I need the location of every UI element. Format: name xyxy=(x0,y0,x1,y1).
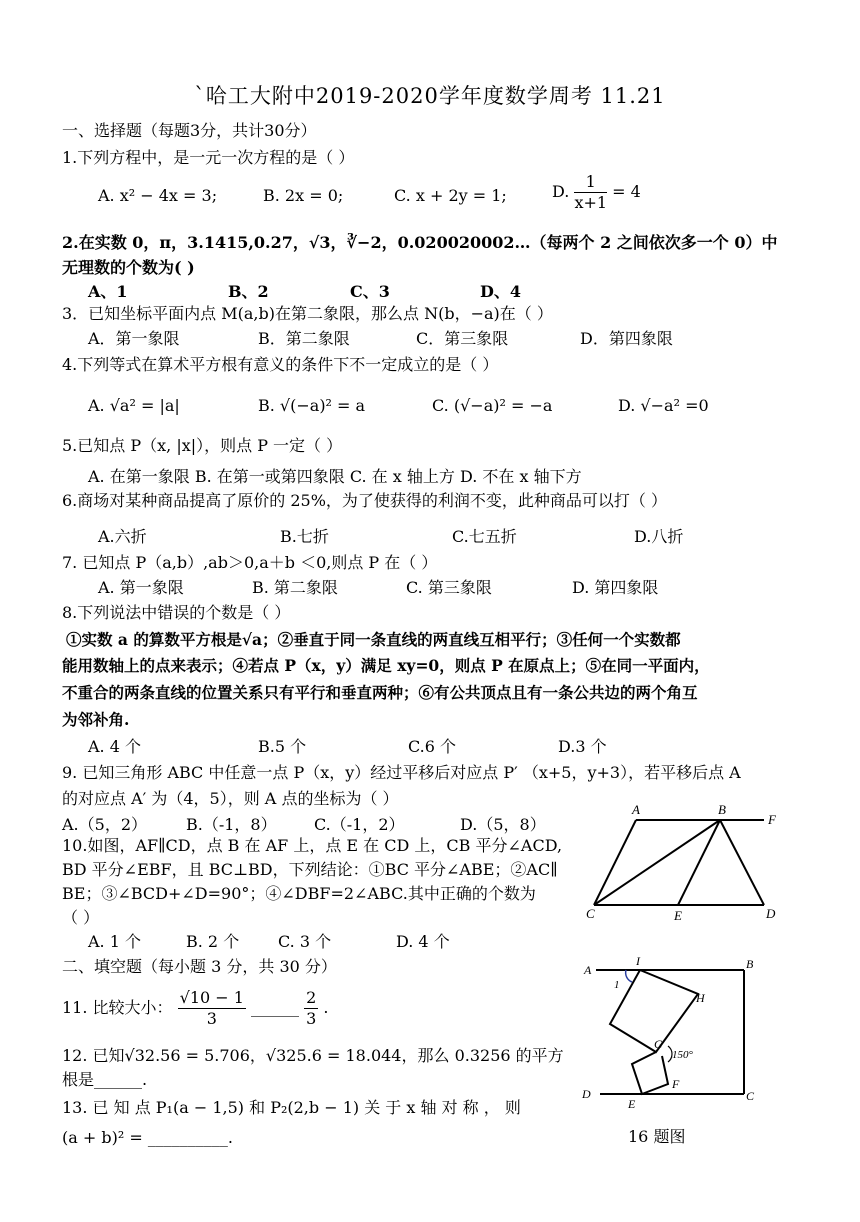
label-e: E xyxy=(674,908,682,923)
q10-option-c: C. 3 个 xyxy=(278,932,332,951)
q10-option-a: A. 1 个 xyxy=(88,932,141,951)
q1-option-d-label: D. xyxy=(552,182,570,201)
section-choice-heading: 一、选择题（每题3分，共计30分） xyxy=(62,121,317,140)
label-c: C xyxy=(586,906,595,921)
label-d: D xyxy=(582,1087,591,1101)
q9-option-b: B.（-1，8） xyxy=(186,815,277,834)
q8-option-d: D.3 个 xyxy=(558,737,607,756)
q5-stem: 5.已知点 P（x, |x|），则点 P 一定（ ） xyxy=(62,436,343,455)
q12-line1: 12. 已知√32.56 = 5.706，√325.6 = 18.044，那么 0.3256 的平方 xyxy=(62,1046,564,1065)
label-h: H xyxy=(696,991,705,1005)
q1-option-d-rhs: = 4 xyxy=(612,182,641,201)
q8-stem: 8.下列说法中错误的个数是（ ） xyxy=(62,603,291,622)
segment-be xyxy=(678,820,720,905)
q6-stem: 6.商场对某种商品提高了原价的 25%，为了使获得的利润不变，此种商品可以打（ ） xyxy=(62,491,668,510)
q4-option-c: C. (√−a)² = −a xyxy=(432,396,553,415)
q10-option-d: D. 4 个 xyxy=(396,932,450,951)
polyline-lower xyxy=(632,1052,668,1094)
fraction-denominator: x+1 xyxy=(574,193,608,212)
q1-option-a: A. x² − 4x = 3; xyxy=(98,186,218,205)
q1-option-d xyxy=(552,172,641,213)
q1-option-c: C. x + 2y = 1; xyxy=(394,186,507,205)
q3-option-a: A．第一象限 xyxy=(88,329,180,348)
q4-option-d: D. √−a² =0 xyxy=(618,396,709,415)
section-fill-heading: 二、填空题（每小题 3 分，共 30 分） xyxy=(62,957,337,976)
q8-line3: 不重合的两条直线的位置关系只有平行和垂直两种；⑥有公共顶点且有一条公共边的两个角互 xyxy=(62,683,698,702)
segment-bc xyxy=(594,820,720,905)
q9-line1: 9. 已知三角形 ABC 中任意一点 P（x，y）经过平移后对应点 P′ （x+5，y+3），若平移后点 A xyxy=(62,763,741,782)
q7-option-a: A. 第一象限 xyxy=(98,578,184,597)
q8-option-a: A. 4 个 xyxy=(88,737,141,756)
q10-line1: 10.如图，AF∥CD，点 B 在 AF 上，点 E 在 CD 上，CB 平分∠ACD, xyxy=(62,836,563,855)
q3-option-c: C．第三象限 xyxy=(416,329,509,348)
q2-option-d: D、4 xyxy=(480,282,522,301)
q2-option-c: C、3 xyxy=(350,282,390,301)
q16-figure xyxy=(578,952,778,1112)
q10-figure xyxy=(582,800,782,925)
q1-option-b: B. 2x = 0; xyxy=(263,186,344,205)
label-e: E xyxy=(628,1097,636,1111)
q9-option-a: A.（5，2） xyxy=(62,815,148,834)
q4-stem: 4.下列等式在算术平方根有意义的条件下不一定成立的是（ ） xyxy=(62,355,499,374)
angle-1-arc xyxy=(626,970,632,982)
q11-prefix: 11. 比较大小： xyxy=(62,998,173,1017)
label-angle-150: 150° xyxy=(672,1049,693,1061)
label-i: I xyxy=(636,954,640,968)
label-g: G xyxy=(654,1037,663,1051)
q10-line2: BD 平分∠EBF，且 BC⊥BD，下列结论：①BC 平分∠ABE；②AC∥ xyxy=(62,860,558,879)
q3-option-d: D．第四象限 xyxy=(580,329,673,348)
q8-line1: ①实数 a 的算数平方根是√a；②垂直于同一条直线的两直线互相平行；③任何一个实数都 xyxy=(66,630,681,649)
q4-option-a: A. √a² = |a| xyxy=(88,396,180,415)
q11-blank: ______ xyxy=(251,998,300,1017)
segment-ac xyxy=(594,820,636,905)
q8-line4: 为邻补角. xyxy=(62,710,130,729)
label-c: C xyxy=(746,1089,755,1103)
q3-stem: 3．已知坐标平面内点 M(a,b)在第二象限，那么点 N(b，−a)在（ ） xyxy=(62,304,553,323)
label-a: A xyxy=(632,802,640,817)
q8-option-b: B.5 个 xyxy=(258,737,307,756)
q6-option-c: C.七五折 xyxy=(452,527,517,546)
q7-stem: 7. 已知点 P（a,b）,ab＞0,a＋b ＜0,则点 P 在（ ） xyxy=(62,553,438,572)
q9-option-c: C.（-1，2） xyxy=(314,815,405,834)
q11-period: . xyxy=(323,998,329,1017)
q13-line1: 13. 已 知 点 P₁(a − 1,5) 和 P₂(2,b − 1) 关 于 x 轴 对 称 ， 则 xyxy=(62,1098,521,1117)
q6-option-b: B.七折 xyxy=(280,527,329,546)
q4-option-b: B. √(−a)² = a xyxy=(258,396,366,415)
q10-option-b: B. 2 个 xyxy=(186,932,240,951)
fraction-numerator: √10 − 1 xyxy=(179,988,244,1007)
fraction-numerator: 2 xyxy=(306,988,317,1007)
q2-option-b: B、2 xyxy=(228,282,269,301)
q2-line1: 2.在实数 0，π，3.1415,0.27，√3，∛−2，0.020020002…（每两个 2 之间依次多一个 0）中 xyxy=(62,233,778,252)
fraction-denominator: 3 xyxy=(306,1009,317,1028)
q13-line2: (a + b)² = __________. xyxy=(62,1128,233,1147)
label-angle-1: 1 xyxy=(614,979,620,991)
q11-fraction-left xyxy=(178,988,246,1029)
q10-line3: BE；③∠BCD+∠D=90°；④∠DBF=2∠ABC.其中正确的个数为 xyxy=(62,884,536,903)
q7-option-b: B. 第二象限 xyxy=(252,578,338,597)
q3-option-b: B．第二象限 xyxy=(258,329,350,348)
q10-line4: （ ） xyxy=(62,908,100,927)
q11-fraction-right xyxy=(304,988,318,1029)
q16-figure-caption: 16 题图 xyxy=(628,1127,686,1146)
q12-line2: 根是______. xyxy=(62,1070,148,1089)
segment-bd xyxy=(720,820,764,905)
q9-line2: 的对应点 A′ 为（4，5），则 A 点的坐标为（ ） xyxy=(62,789,399,808)
q2-option-a: A、1 xyxy=(88,282,128,301)
fraction-numerator: 1 xyxy=(574,172,607,193)
label-b: B xyxy=(746,957,754,971)
label-d: D xyxy=(766,906,776,921)
q6-option-d: D.八折 xyxy=(634,527,684,546)
q7-option-c: C. 第三象限 xyxy=(406,578,492,597)
q6-option-a: A.六折 xyxy=(98,527,147,546)
q9-option-d: D.（5，8） xyxy=(460,815,546,834)
q2-line2: 无理数的个数为( ) xyxy=(62,258,195,277)
label-f: F xyxy=(768,812,776,827)
q11 xyxy=(62,988,329,1029)
page-title: `哈工大附中2019-2020学年度数学周考 11.21 xyxy=(194,84,666,108)
fraction-denominator: 3 xyxy=(206,1009,217,1028)
q5-options: A. 在第一象限 B. 在第一或第四象限 C. 在 x 轴上方 D. 不在 x 轴下方 xyxy=(88,467,582,486)
q7-option-d: D. 第四象限 xyxy=(572,578,659,597)
label-a: A xyxy=(584,963,592,977)
q8-option-c: C.6 个 xyxy=(408,737,457,756)
label-b: B xyxy=(718,802,726,817)
q8-line2: 能用数轴上的点来表示；④若点 P（x，y）满足 xy=0，则点 P 在原点上；⑤在同一平面内， xyxy=(62,656,710,675)
q1-stem: 1.下列方程中，是一元一次方程的是（ ） xyxy=(62,148,355,167)
q1-option-d-fraction xyxy=(574,172,607,213)
label-f: F xyxy=(672,1077,680,1091)
